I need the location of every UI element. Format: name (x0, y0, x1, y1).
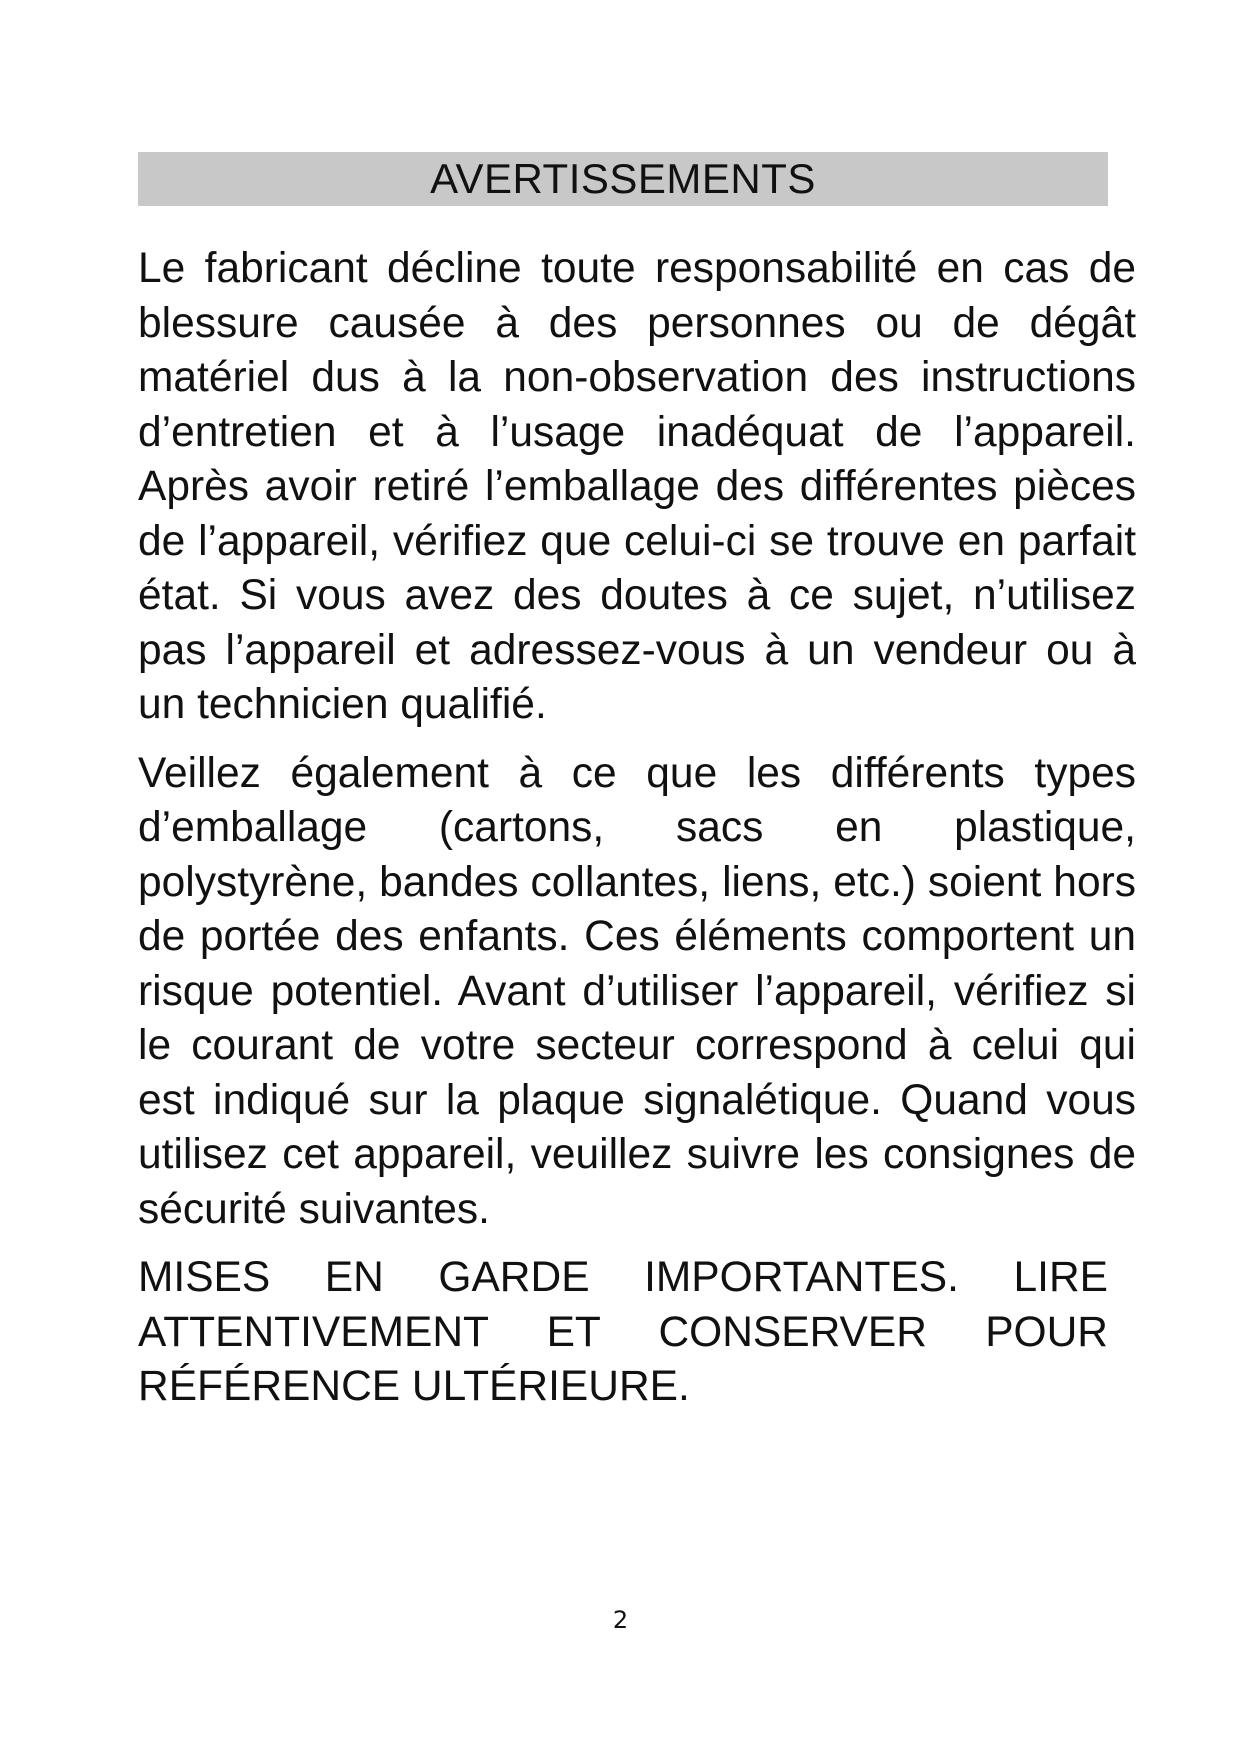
page-number: 2 (612, 1606, 629, 1634)
paragraph-responsibility: Le fabricant décline toute responsabilité en cas de blessure causée à des personnes ou de dégât matériel dus à la non-observation des instructions d’entretien et à l’usage inadéquat de l’appareil. Après avoir retiré l’emballage des différentes pièces de l’appareil, vérifiez que celui-ci se trouve en parfait état. Si vous avez des doutes à ce sujet, n’utilisez pas l’appareil et adressez-vous à un vendeur ou à un technicien qualifié. (138, 245, 1136, 728)
section-title-bar (138, 152, 1108, 206)
body-text (138, 242, 1136, 1415)
paragraph-important-warnings: MISES EN GARDE IMPORTANTES. LIRE ATTENTIVEMENT ET CONSERVER POUR RÉFÉRENCE ULTÉRIEURE. (138, 1254, 1108, 1410)
paragraph-packaging: Veillez également à ce que les différents types d’emballage (cartons, sacs en plastique, polystyrène, bandes collantes, liens, etc.) soient hors de portée des enfants. Ces éléments comportent un risque potentiel. Avant d’utiliser l’appareil, vérifiez si le courant de votre secteur correspond à celui qui est indiqué sur la plaque signalétique. Quand vous utilisez cet appareil, veuillez suivre les consignes de sécurité suivantes. (138, 749, 1136, 1233)
section-title: AVERTISSEMENTS (430, 155, 816, 202)
